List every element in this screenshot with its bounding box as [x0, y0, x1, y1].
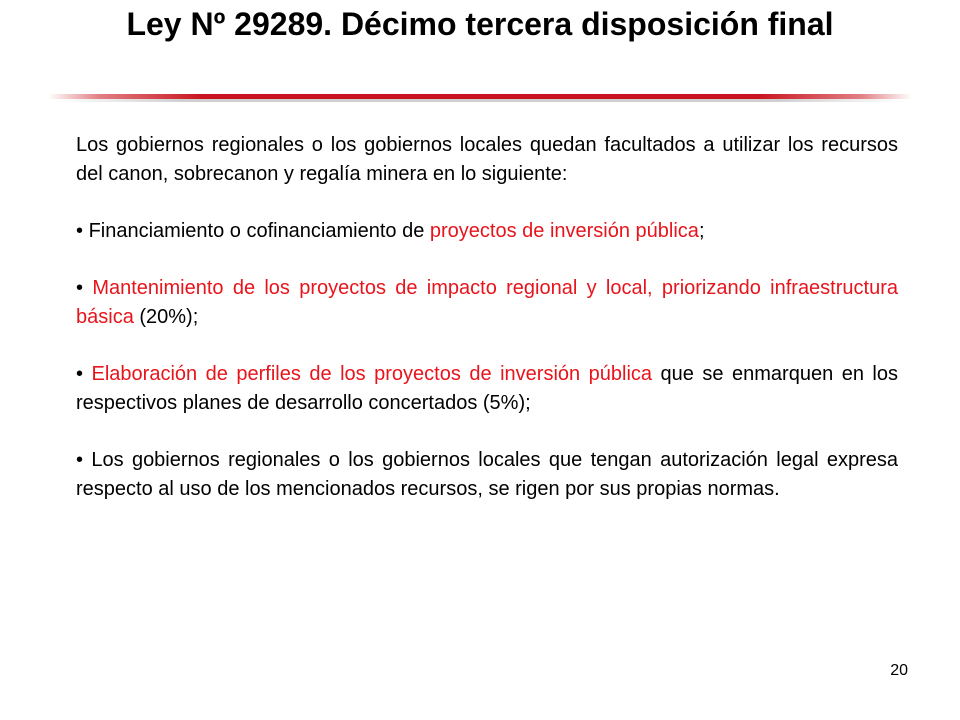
slide-title: Ley Nº 29289. Décimo tercera disposición final	[126, 6, 834, 42]
bullet-highlight: Elaboración de perfiles de los proyectos de inversión pública	[91, 363, 653, 385]
bullet-glyph: •	[76, 363, 84, 385]
bullet-tail: que se enmarquen en los respectivos planes de desarrollo concertados (5%);	[76, 363, 898, 414]
bullet-glyph: •	[76, 449, 84, 471]
bullet-item	[76, 217, 898, 246]
bullet-tail: (20%);	[133, 306, 199, 328]
bullet-item	[76, 446, 898, 504]
bullet-text: Financiamiento o cofinanciamiento de	[88, 220, 430, 242]
bullet-text: Los gobiernos regionales o los gobiernos locales que tengan autorización legal expresa respecto al uso de los mencionados recursos, se rigen por sus propias normas.	[76, 449, 898, 500]
bullet-highlight: proyectos de inversión pública	[429, 220, 699, 242]
title-divider-shadow	[56, 99, 904, 102]
slide-body	[76, 131, 898, 504]
bullet-tail: ;	[698, 220, 705, 242]
intro-paragraph: Los gobiernos regionales o los gobiernos locales quedan facultados a utilizar los recursos del canon, sobrecanon y regalía minera en lo siguiente:	[76, 134, 898, 185]
bullet-highlight: Mantenimiento de los proyectos de impacto regional y local, priorizando infraestructura básica	[76, 277, 898, 328]
page-number: 20	[890, 662, 908, 679]
bullet-glyph: •	[76, 220, 84, 242]
bullet-glyph: •	[76, 277, 84, 299]
bullet-item	[76, 274, 898, 332]
bullet-item	[76, 360, 898, 418]
